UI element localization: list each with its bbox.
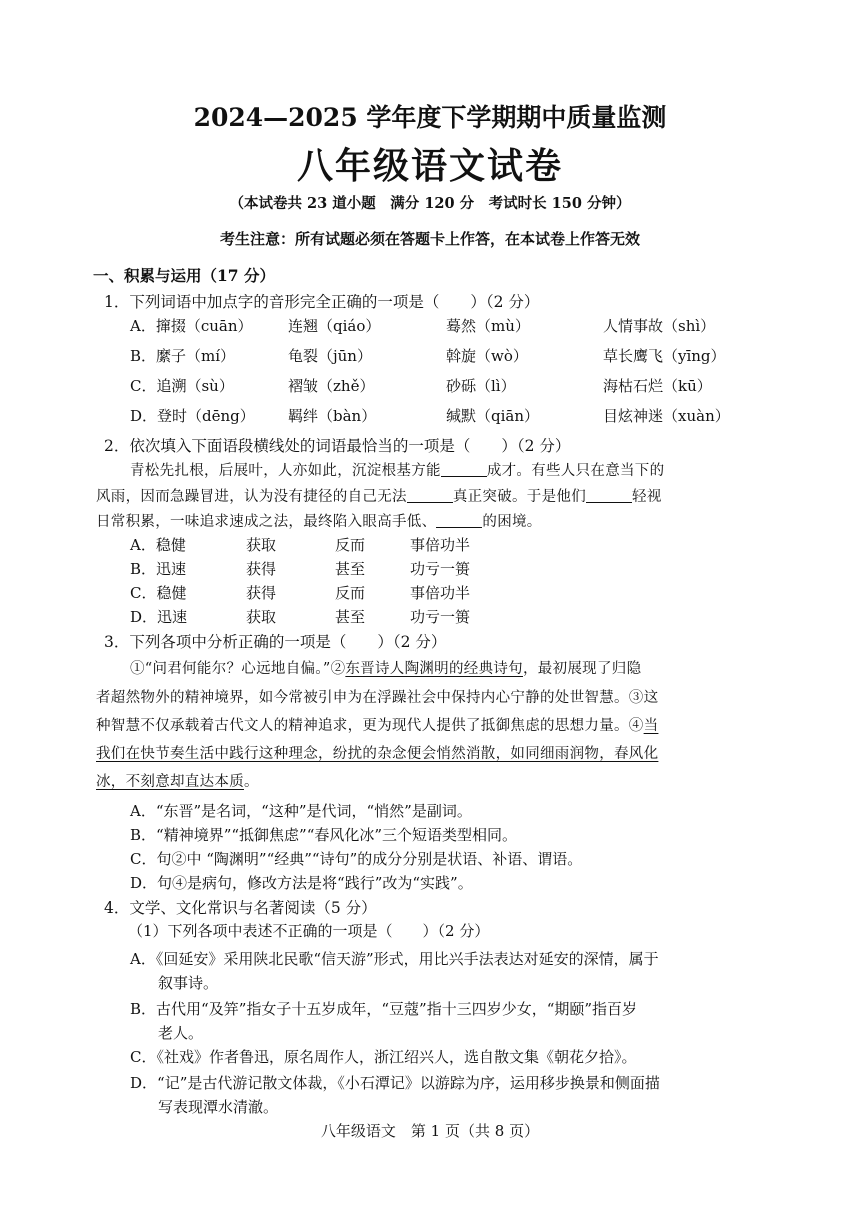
q3-passage-line1: [130, 657, 641, 678]
q1-c-4: 海枯石烂（kū）: [603, 377, 712, 395]
q2-text-1a: 青松先扎根，后展叶，人亦如此，沉淀根基方能: [130, 463, 441, 479]
q2-c-2: 获得: [246, 584, 277, 602]
q2-stem: 2．依次填入下面语段横线处的词语最恰当的一项是（ ）（2 分）: [104, 437, 571, 455]
q1-a-1: A．撺掇（cuān）: [130, 317, 253, 335]
q3-option-c: C．句②中 “陶渊明”“经典”“诗句”的成分分别是状语、补语、谓语。: [130, 850, 583, 868]
q3-sentence-2-underlined: 东晋诗人陶渊明的经典诗句: [345, 661, 523, 677]
q2-a-1: A．稳健: [130, 536, 186, 554]
q3-text-3: 种智慧不仅承载着古代文人的精神追求，更为现代人提供了抵御焦虑的思想力量。④: [96, 718, 644, 734]
q3-text-1a: ①“问君何能尔？心远地自偏。”②: [130, 661, 346, 677]
q3-text-5b: 。: [244, 774, 259, 790]
q3-passage-line5: [96, 770, 259, 791]
exam-title-subject: 八年级语文试卷: [296, 145, 563, 187]
q2-text-2b: 真正突破。于是他们: [452, 489, 587, 505]
page-footer: 八年级语文 第 1 页（共 8 页）: [320, 1122, 540, 1140]
q2-blank-4: [436, 513, 482, 528]
q3-passage-line2: 者超然物外的精神境界，如今常被引申为在浮躁社会中保持内心宁静的处世智慧。③这: [96, 690, 659, 706]
q3-option-a: A．“东晋”是名词，“这种”是代词，“悄然”是副词。: [130, 802, 472, 820]
q2-d-2: 获取: [246, 608, 277, 626]
q1-a-2: 连翘（qiáo）: [288, 317, 381, 335]
q1-c-2: 褶皱（zhě）: [288, 377, 375, 395]
q2-d-1: D．迅速: [130, 608, 188, 626]
q2-d-4: 功亏一篑: [410, 608, 471, 626]
q1-a-3: 蓦然（mù）: [446, 317, 530, 335]
q4-option-a-line1: A．《回延安》采用陕北民歌“信天游”形式，用比兴手法表达对延安的深情，属于: [130, 950, 659, 968]
q2-passage-line2: [96, 485, 662, 506]
q1-c-1: C．追溯（sù）: [130, 377, 234, 395]
exam-title-year: 2024—2025 学年度下学期期中质量监测: [193, 103, 667, 132]
q2-blank-1: [441, 462, 487, 477]
q1-b-1: B．縻子（mí）: [130, 347, 236, 365]
q1-b-4: 草长鹰飞（yīng）: [603, 347, 726, 365]
section-title-1: 一、积累与运用（17 分）: [93, 266, 275, 285]
q3-sentence-4-start: 当: [643, 718, 659, 734]
q3-stem: 3．下列各项中分析正确的一项是（ ）（2 分）: [104, 633, 447, 651]
q2-text-2c: 轻视: [632, 489, 662, 505]
q2-blank-3: [586, 488, 632, 503]
q2-d-3: 甚至: [335, 608, 366, 626]
q2-text-2a: 风雨，因而急躁冒进，认为没有捷径的自己无法: [96, 489, 407, 505]
q2-text-3a: 日常积累，一味追求速成之法，最终陷入眼高手低、: [96, 514, 437, 530]
q2-text-3b: 的困境。: [482, 514, 542, 530]
q4-option-b-line1: B．古代用“及笄”指女子十五岁成年，“豆蔻”指十三四岁少女，“期颐”指百岁: [130, 1000, 638, 1018]
q2-b-3: 甚至: [335, 560, 366, 578]
q2-c-1: C．稳健: [130, 584, 187, 602]
q2-b-1: B．迅速: [130, 560, 187, 578]
q2-c-4: 事倍功半: [410, 584, 471, 602]
q2-a-2: 获取: [246, 536, 277, 554]
q2-a-4: 事倍功半: [410, 536, 471, 554]
q2-b-4: 功亏一篑: [410, 560, 471, 578]
q2-passage-line3: [96, 510, 542, 531]
q4-option-d-line2: 写表现潭水清澈。: [158, 1098, 279, 1116]
q4-stem: 4．文学、文化常识与名著阅读（5 分）: [104, 899, 377, 917]
exam-info: （本试卷共 23 道小题 满分 120 分 考试时长 150 分钟）: [229, 195, 631, 212]
q4-option-d-line1: D．“记”是古代游记散文体裁，《小石潭记》以游踪为序，运用移步换景和侧面描: [130, 1074, 660, 1092]
q4-option-a-line2: 叙事诗。: [158, 974, 219, 992]
q3-text-1c: ，最初展现了归隐: [522, 661, 642, 677]
q2-passage-line1: [130, 459, 664, 480]
q2-blank-2: [407, 488, 453, 503]
q1-d-3: 缄默（qiān）: [446, 407, 540, 425]
q1-d-4: 目炫神迷（xuàn）: [603, 407, 730, 425]
q1-a-4: 人情事故（shì）: [603, 317, 716, 335]
q1-d-1: D．登时（dēng）: [130, 407, 255, 425]
q1-stem: 1．下列词语中加点字的音形完全正确的一项是（ ）（2 分）: [104, 293, 540, 311]
q4-option-b-line2: 老人。: [158, 1024, 204, 1042]
q3-option-d: D．句④是病句，修改方法是将“践行”改为“实践”。: [130, 874, 473, 892]
q1-b-3: 斡旋（wò）: [446, 347, 528, 365]
q1-b-2: 龟裂（jūn）: [288, 347, 372, 365]
q1-c-3: 砂砾（lì）: [446, 377, 516, 395]
q3-passage-line4: 我们在快节奏生活中践行这种理念，纷扰的杂念便会悄然消散，如同细雨润物，春风化: [96, 746, 659, 762]
q3-text-5a: 冰，不刻意却直达本质: [96, 774, 244, 790]
q2-a-3: 反而: [335, 536, 366, 554]
q2-c-3: 反而: [335, 584, 366, 602]
q3-option-b: B．“精神境界”“抵御焦虑”“春风化冰”三个短语类型相同。: [130, 826, 518, 844]
q2-text-1b: 成才。有些人只在意当下的: [486, 463, 665, 479]
exam-notice: 考生注意：所有试题必须在答题卡上作答，在本试卷上作答无效: [219, 230, 640, 248]
q3-passage-line3: [96, 714, 658, 735]
q1-d-2: 羁绊（bàn）: [288, 407, 377, 425]
q4-sub1-stem: （1）下列各项中表述不正确的一项是（ ）（2 分）: [128, 922, 490, 940]
q2-b-2: 获得: [246, 560, 277, 578]
q4-option-c: C．《社戏》作者鲁迅，原名周作人，浙江绍兴人，选自散文集《朝花夕拾》。: [130, 1048, 637, 1066]
